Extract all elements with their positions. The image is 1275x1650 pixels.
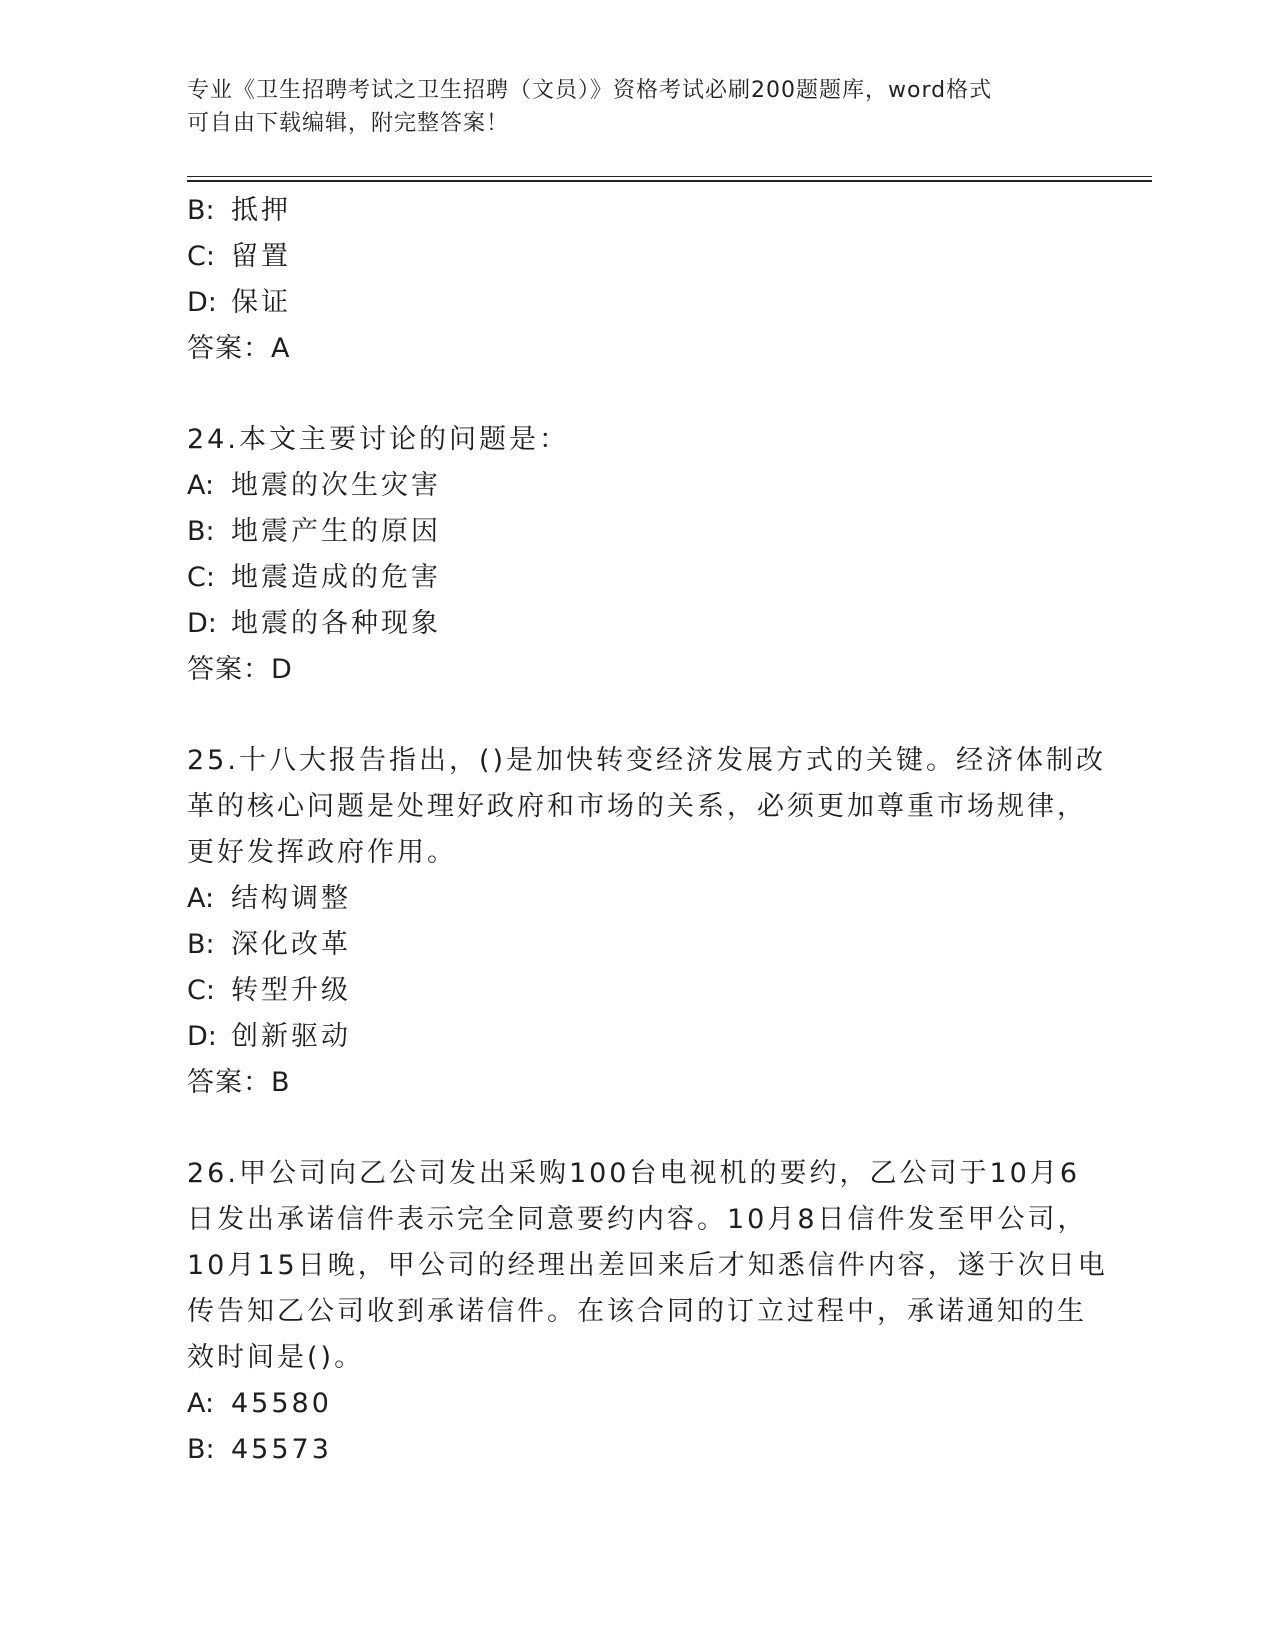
question-block-24 <box>187 417 1087 693</box>
option-row <box>187 234 1087 280</box>
option-key: C: <box>187 562 215 593</box>
option-row <box>187 1381 1087 1427</box>
option-row <box>187 1014 1087 1060</box>
answer-line: 答案：D <box>187 654 293 685</box>
option-text: 保证 <box>231 287 291 318</box>
option-text: 45573 <box>231 1434 332 1465</box>
option-text: 留置 <box>231 241 291 272</box>
question-text: 传告知乙公司收到承诺信件。在该合同的订立过程中，承诺通知的生 <box>187 1296 1087 1327</box>
option-key: A: <box>187 470 215 501</box>
document-header <box>187 74 1067 140</box>
option-text: 深化改革 <box>231 929 351 960</box>
option-row <box>187 463 1087 509</box>
option-row <box>187 188 1087 234</box>
question-text: 效时间是()。 <box>187 1342 365 1373</box>
option-text: 转型升级 <box>231 975 351 1006</box>
header-divider <box>187 176 1152 182</box>
option-text: 地震的各种现象 <box>231 608 441 639</box>
option-key: C: <box>187 975 215 1006</box>
question-text: 日发出承诺信件表示完全同意要约内容。10月8日信件发至甲公司， <box>187 1204 1088 1235</box>
answer-line: 答案：B <box>187 1067 291 1098</box>
question-text: 25.十八大报告指出，()是加快转变经济发展方式的关键。经济体制改 <box>187 745 1107 776</box>
option-row <box>187 280 1087 326</box>
option-text: 45580 <box>231 1388 332 1419</box>
option-row <box>187 509 1087 555</box>
option-key: D: <box>187 1021 217 1052</box>
question-text: 24.本文主要讨论的问题是： <box>187 424 569 455</box>
option-text: 结构调整 <box>231 883 351 914</box>
question-text: 26.甲公司向乙公司发出采购100台电视机的要约，乙公司于10月6 <box>187 1158 1081 1189</box>
option-text: 抵押 <box>231 195 291 226</box>
header-title-line-2: 可自由下载编辑，附完整答案！ <box>187 111 510 136</box>
option-key: D: <box>187 287 217 318</box>
option-key: B: <box>187 516 215 547</box>
question-block-26 <box>187 1151 1108 1473</box>
question-text: 10月15日晚，甲公司的经理出差回来后才知悉信件内容，遂于次日电 <box>187 1250 1108 1281</box>
option-row <box>187 968 1087 1014</box>
option-text: 创新驱动 <box>231 1021 351 1052</box>
question-text: 革的核心问题是处理好政府和市场的关系，必须更加尊重市场规律， <box>187 791 1087 822</box>
option-row <box>187 876 1087 922</box>
option-row <box>187 1427 1087 1473</box>
option-text: 地震造成的危害 <box>231 562 441 593</box>
question-block-prev <box>187 188 1087 372</box>
option-key: D: <box>187 608 217 639</box>
option-key: A: <box>187 1388 215 1419</box>
document-body <box>187 188 1108 1473</box>
option-key: A: <box>187 883 215 914</box>
option-text: 地震的次生灾害 <box>231 470 441 501</box>
option-key: B: <box>187 929 215 960</box>
option-row <box>187 601 1087 647</box>
question-block-25 <box>187 738 1107 1106</box>
answer-line: 答案：A <box>187 333 291 364</box>
question-text: 更好发挥政府作用。 <box>187 837 457 868</box>
option-row <box>187 555 1087 601</box>
header-title-line-1: 专业《卫生招聘考试之卫生招聘（文员）》资格考试必刷200题题库，word格式 <box>187 78 993 103</box>
option-text: 地震产生的原因 <box>231 516 441 547</box>
option-key: B: <box>187 195 215 226</box>
option-key: B: <box>187 1434 215 1465</box>
option-key: C: <box>187 241 215 272</box>
option-row <box>187 922 1087 968</box>
